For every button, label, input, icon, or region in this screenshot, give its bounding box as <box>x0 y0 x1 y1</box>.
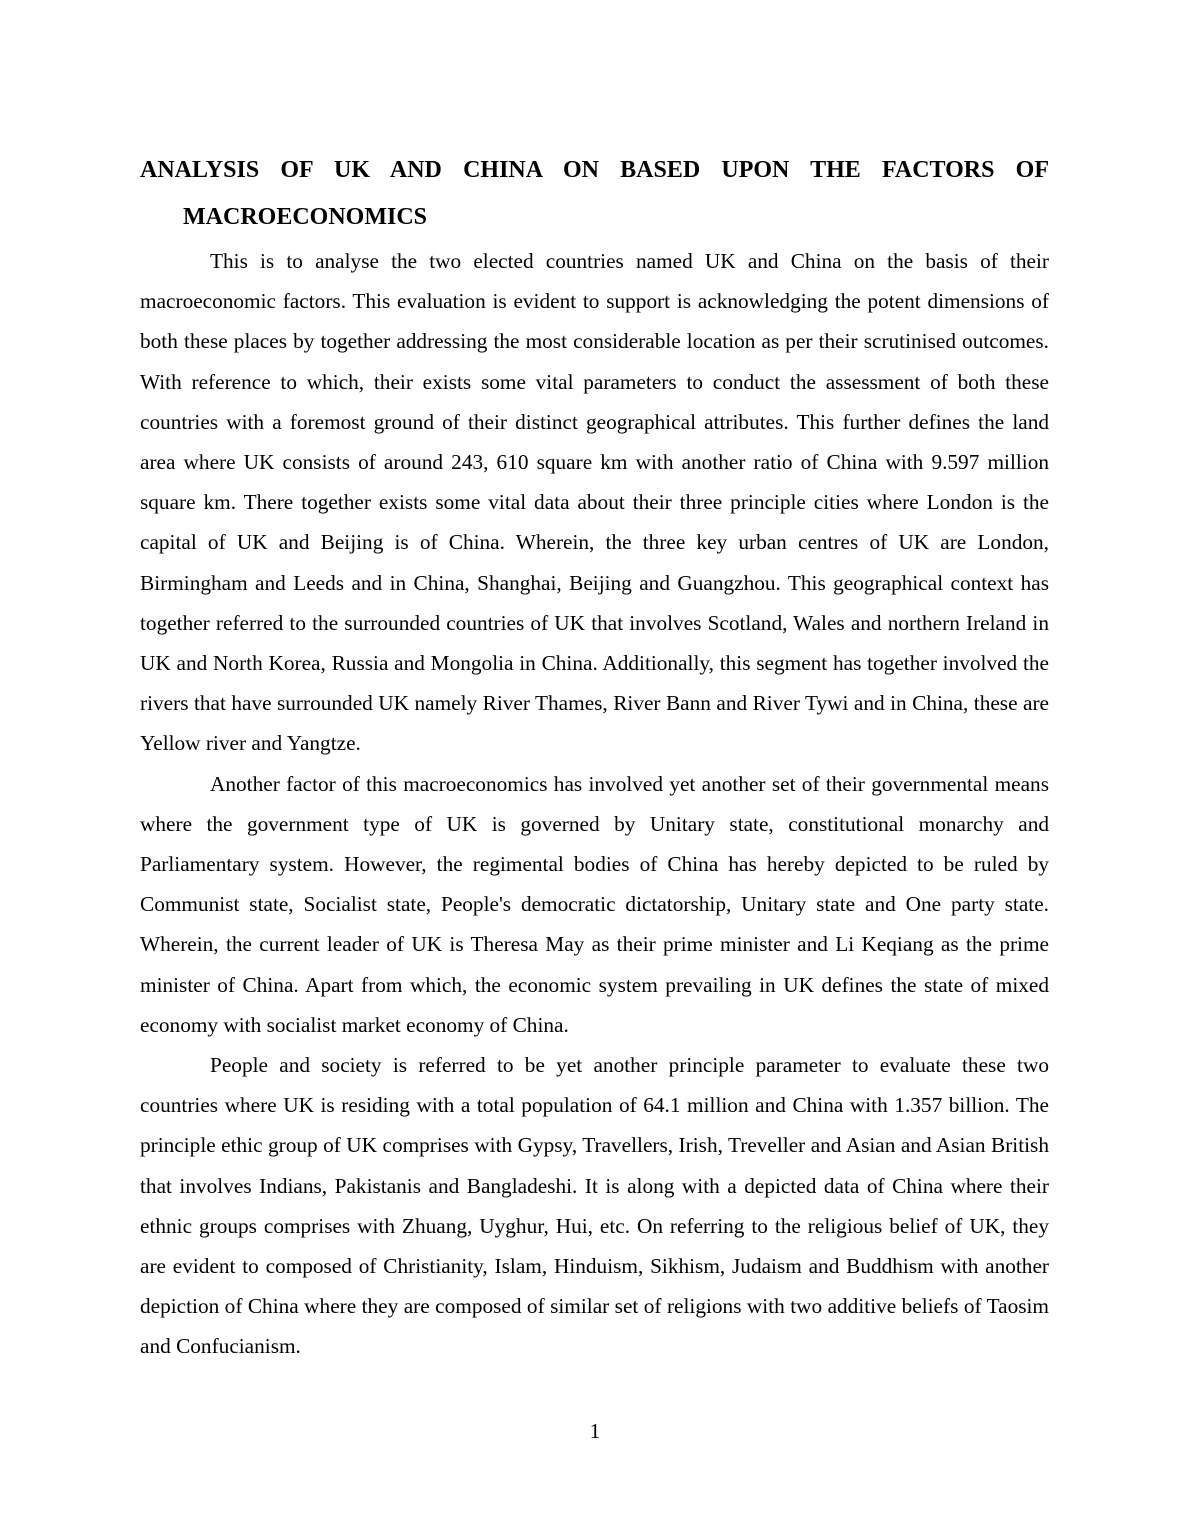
document-heading: ANALYSIS OF UK AND CHINA ON BASED UPON THE FACTORS OF MACROECONOMICS <box>140 157 1049 230</box>
page-content <box>140 147 1049 1367</box>
paragraph-government: Another factor of this macroeconomics has involved yet another set of their governmental means where the government type of UK is governed by Unitary state, constitutional monarchy and Parliamentary system. However, the regimental bodies of China has hereby depicted to be ruled by Communist state, Socialist state, People's democratic dictatorship, Unitary state and One party state. Wherein, the current leader of UK is Theresa May as their prime minister and Li Keqiang as the prime minister of China. Apart from which, the economic system prevailing in UK defines the state of mixed economy with socialist market economy of China. <box>140 771 1049 1037</box>
page-number: 1 <box>589 1419 601 1443</box>
paragraph-people-society: People and society is referred to be yet another principle parameter to evaluate these two countries where UK is residing with a total population of 64.1 million and China with 1.357 billion. The principle ethic group of UK comprises with Gypsy, Travellers, Irish, Treveller and Asian and Asian British that involves Indians, Pakistanis and Bangladeshi. It is along with a depicted data of China where their ethnic groups comprises with Zhuang, Uyghur, Hui, etc. On referring to the religious belief of UK, they are evident to composed of Christianity, Islam, Hinduism, Sikhism, Judaism and Buddhism with another depiction of China where they are composed of similar set of religions with two additive beliefs of Taosim and Confucianism. <box>140 1053 1049 1359</box>
paragraph-geography: This is to analyse the two elected countries named UK and China on the basis of their macroeconomic factors. This evaluation is evident to support is acknowledging the potent dimensions of both these places by together addressing the most considerable location as per their scrutinised outcomes. With reference to which, their exists some vital parameters to conduct the assessment of both these countries with a foremost ground of their distinct geographical attributes. This further defines the land area where UK consists of around 243, 610 square km with another ratio of China with 9.597 million square km. There together exists some vital data about their three principle cities where London is the capital of UK and Beijing is of China. Wherein, the three key urban centres of UK are London, Birmingham and Leeds and in China, Shanghai, Beijing and Guangzhou. This geographical context has together referred to the surrounded countries of UK that involves Scotland, Wales and northern Ireland in UK and North Korea, Russia and Mongolia in China. Additionally, this segment has together involved the rivers that have surrounded UK namely River Thames, River Bann and River Tywi and in China, these are Yellow river and Yangtze. <box>140 249 1049 756</box>
